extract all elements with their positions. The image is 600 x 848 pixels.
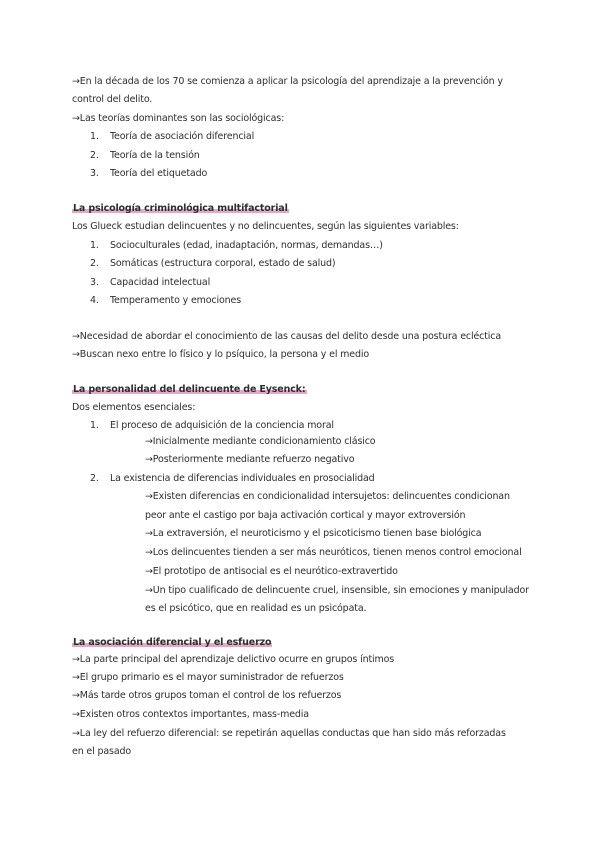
- intro-line-3: →Las teorías dominantes son las sociológicas:: [72, 113, 285, 124]
- list-item: 1. Teoría de asociación diferencial: [90, 131, 255, 142]
- sub-item: →Posteriormente mediante refuerzo negativo: [145, 454, 355, 465]
- list-item: 2. Somáticas (estructura corporal, estado de salud): [90, 258, 336, 269]
- section-heading: La asociación diferencial y el esfuerzo: [73, 637, 272, 648]
- sub-item: es el psicótico, que en realidad es un psicópata.: [145, 603, 367, 614]
- list-item: 3. Teoría del etiquetado: [90, 168, 208, 179]
- intro-line-1: →En la década de los 70 se comienza a aplicar la psicología del aprendizaje a la prevención y: [72, 76, 503, 87]
- sub-item: →Un tipo cualificado de delincuente cruel, insensible, sin emociones y manipulador: [145, 585, 529, 596]
- section-heading: La psicología criminológica multifactorial: [73, 203, 288, 214]
- list-item: 1. El proceso de adquisición de la conciencia moral: [90, 420, 334, 431]
- list-item: 2. Teoría de la tensión: [90, 150, 200, 161]
- section-line: →Más tarde otros grupos toman el control de los refuerzos: [72, 690, 342, 701]
- note-line: →Necesidad de abordar el conocimiento de las causas del delito desde una postura ecléctica: [72, 331, 502, 342]
- list-item: 2. La existencia de diferencias individuales en prosocialidad: [90, 473, 375, 484]
- section-line: →El grupo primario es el mayor suministrador de refuerzos: [72, 672, 344, 683]
- list-item: 4. Temperamento y emociones: [90, 295, 242, 306]
- section-heading: La personalidad del delincuente de Eysenck:: [73, 384, 306, 395]
- list-item: 1. Socioculturales (edad, inadaptación, normas, demandas…): [90, 240, 383, 251]
- section-intro: Los Glueck estudian delincuentes y no delincuentes, según las siguientes variables:: [72, 221, 459, 232]
- sub-item: peor ante el castigo por baja activación cortical y mayor extroversión: [145, 510, 466, 521]
- section-line: →La ley del refuerzo diferencial: se repetirán aquellas conductas que han sido más reforzadas: [72, 728, 506, 739]
- sub-item: →El prototipo de antisocial es el neurótico-extravertido: [145, 566, 398, 577]
- list-item: 3. Capacidad intelectual: [90, 277, 211, 288]
- sub-item: →Los delincuentes tienden a ser más neuróticos, tienen menos control emocional: [145, 547, 522, 558]
- section-line: →La parte principal del aprendizaje delictivo ocurre en grupos íntimos: [72, 654, 395, 665]
- sub-item: →La extraversión, el neuroticismo y el psicoticismo tienen base biológica: [145, 528, 482, 539]
- sub-item: →Inicialmente mediante condicionamiento clásico: [145, 436, 376, 447]
- sub-item: →Existen diferencias en condicionalidad intersujetos: delincuentes condicionan: [145, 491, 510, 502]
- intro-line-2: control del delito.: [72, 94, 153, 105]
- section-intro: Dos elementos esenciales:: [72, 402, 196, 413]
- section-line: →Existen otros contextos importantes, mass-media: [72, 709, 309, 720]
- section-line: en el pasado: [72, 746, 132, 757]
- note-line: →Buscan nexo entre lo físico y lo psíquico, la persona y el medio: [72, 349, 370, 360]
